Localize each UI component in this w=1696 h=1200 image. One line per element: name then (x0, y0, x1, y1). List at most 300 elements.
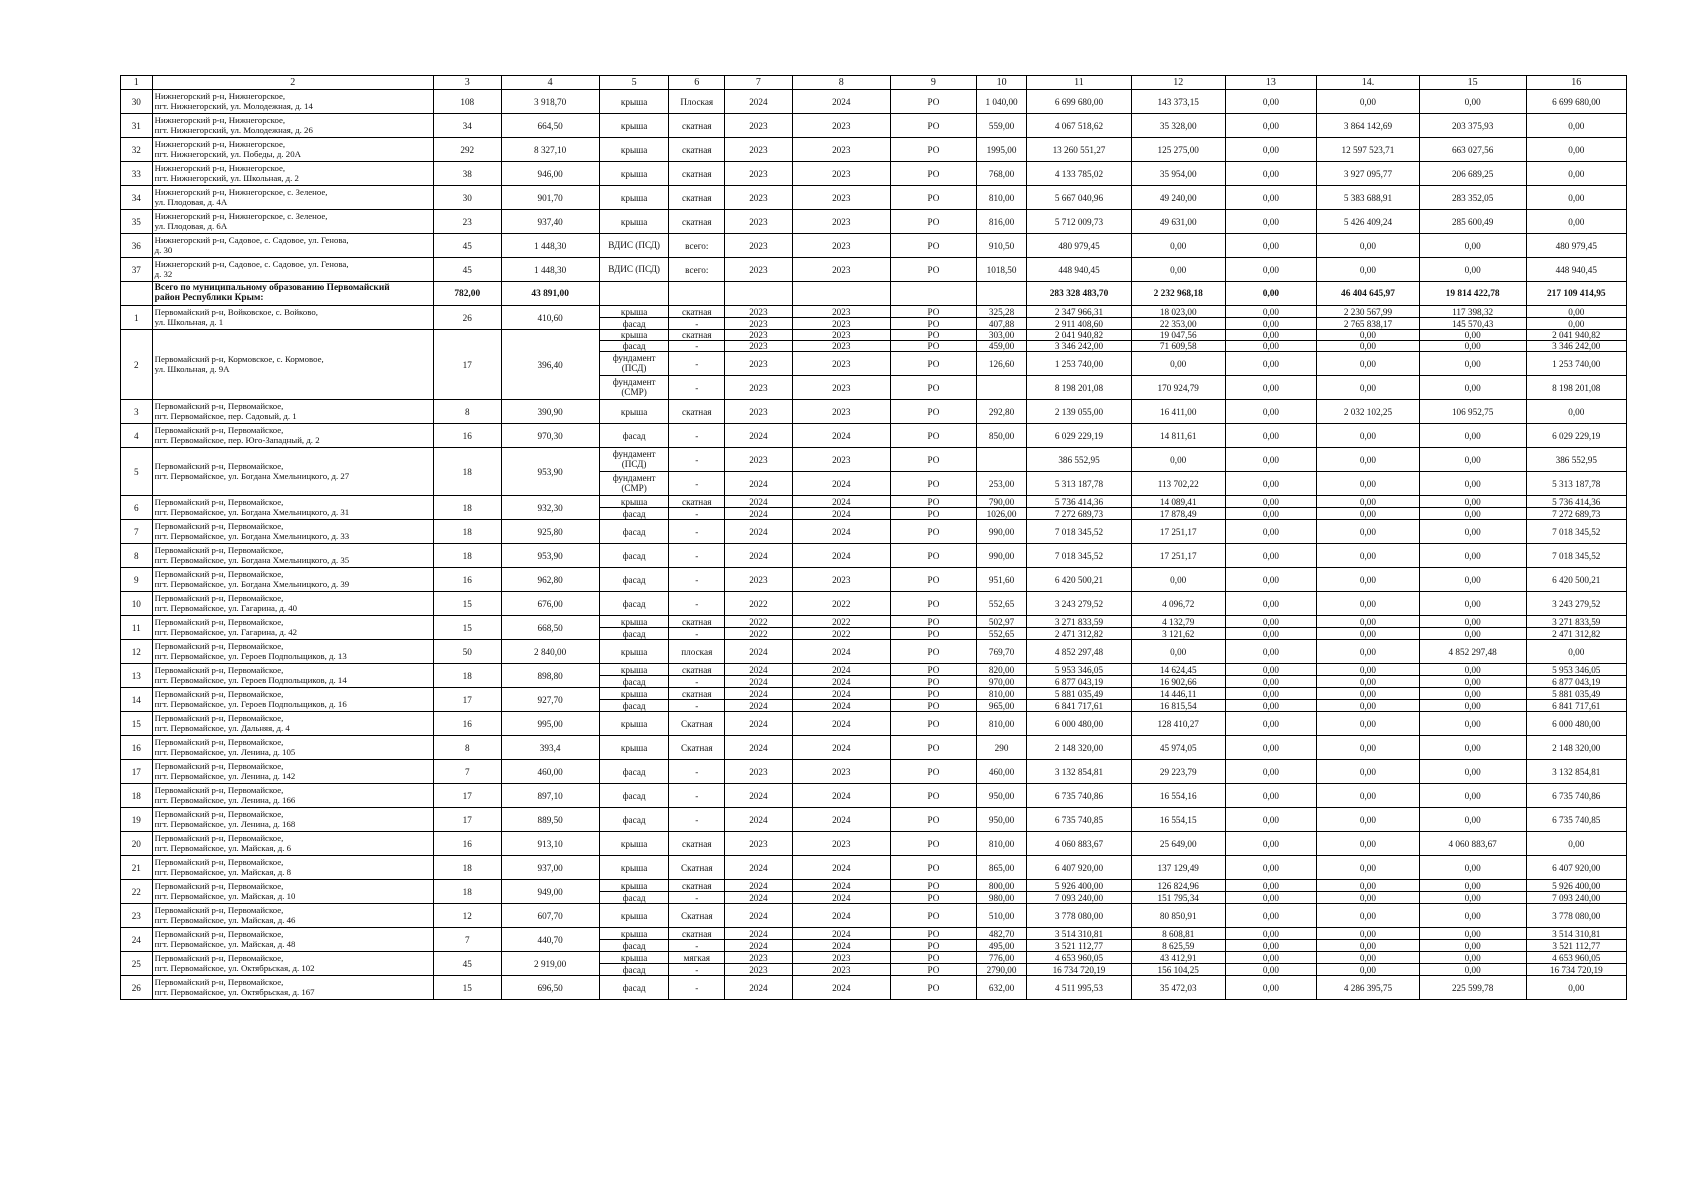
row-number: 11 (121, 616, 153, 640)
total-cost: 2 148 320,00 (1027, 736, 1132, 760)
fund-budget-federal: 0,00 (1225, 904, 1317, 928)
fund-owners: 1 253 740,00 (1526, 352, 1626, 376)
cost-per-unit: 0,00 (1131, 352, 1225, 376)
total-cost: 386 552,95 (1027, 448, 1132, 472)
method: РО (890, 520, 976, 544)
fund-budget-federal: 0,00 (1225, 832, 1317, 856)
total-cost: 4 060 883,67 (1027, 832, 1132, 856)
work-type: фасад (599, 892, 669, 904)
work-volume: 865,00 (976, 856, 1026, 880)
total-area: 889,50 (501, 808, 599, 832)
plan-year-end: 2023 (792, 186, 890, 210)
fund-budget-federal: 0,00 (1225, 784, 1317, 808)
plan-year-start: 2024 (725, 712, 793, 736)
total-area: 390,90 (501, 400, 599, 424)
fund-budget-local: 206 689,25 (1419, 162, 1526, 186)
method: РО (890, 640, 976, 664)
work-type: фасад (599, 568, 669, 592)
work-volume: 950,00 (976, 784, 1026, 808)
row-number: 19 (121, 808, 153, 832)
work-type: фасад (599, 592, 669, 616)
fund-budget-republic: 46 404 645,97 (1317, 282, 1420, 306)
work-type: ВДИС (ПСД) (599, 234, 669, 258)
plan-year-start: 2023 (725, 760, 793, 784)
roof-type: скатная (669, 496, 725, 508)
total-cost: 7 272 689,73 (1027, 508, 1132, 520)
row-number: 20 (121, 832, 153, 856)
fund-owners: 8 198 201,08 (1526, 376, 1626, 400)
address-line: пгт. Первомайское, ул. Ленина, д. 168 (154, 818, 296, 829)
roof-type: скатная (669, 330, 725, 341)
address-line: Нижнегорский р-н, Садовое, с. Садовое, ул. Генова, (154, 258, 349, 269)
fund-owners: 3 271 833,59 (1526, 616, 1626, 628)
plan-year-start (725, 282, 793, 306)
table-row (121, 544, 1627, 568)
address-line: Первомайский р-н, Первомайское, (154, 928, 284, 939)
residents-count: 15 (433, 616, 501, 640)
fund-budget-federal: 0,00 (1225, 736, 1317, 760)
fund-owners: 3 778 080,00 (1526, 904, 1626, 928)
work-type: фасад (599, 424, 669, 448)
residents-count: 26 (433, 306, 501, 330)
fund-budget-republic: 0,00 (1317, 508, 1420, 520)
total-cost: 7 018 345,52 (1027, 544, 1132, 568)
plan-year-end: 2024 (792, 736, 890, 760)
work-type: крыша (599, 162, 669, 186)
work-type: фасад (599, 976, 669, 1000)
work-type: крыша (599, 712, 669, 736)
address-line: пгт. Первомайское, ул. Майская, д. 8 (154, 866, 292, 877)
work-volume: 790,00 (976, 496, 1026, 508)
fund-budget-federal: 0,00 (1225, 210, 1317, 234)
row-number: 5 (121, 448, 153, 496)
total-cost: 5 667 040,96 (1027, 186, 1132, 210)
work-volume: 951,60 (976, 568, 1026, 592)
fund-budget-republic: 0,00 (1317, 736, 1420, 760)
fund-owners: 2 148 320,00 (1526, 736, 1626, 760)
roof-type: - (669, 352, 725, 376)
roof-type: Скатная (669, 736, 725, 760)
plan-year-end: 2024 (792, 90, 890, 114)
table-row (121, 784, 1627, 808)
total-cost: 6 735 740,86 (1027, 784, 1132, 808)
table-row (121, 664, 1627, 676)
plan-year-end: 2024 (792, 904, 890, 928)
work-volume: 800,00 (976, 880, 1026, 892)
work-volume: 810,00 (976, 186, 1026, 210)
table-row (121, 210, 1627, 234)
work-volume: 910,50 (976, 234, 1026, 258)
fund-budget-federal: 0,00 (1225, 976, 1317, 1000)
address-line: Первомайский р-н, Первомайское, (154, 520, 284, 531)
roof-type: - (669, 964, 725, 976)
fund-budget-local: 0,00 (1419, 90, 1526, 114)
fund-budget-federal: 0,00 (1225, 856, 1317, 880)
method: РО (890, 352, 976, 376)
table-row (121, 138, 1627, 162)
work-volume: 1995,00 (976, 138, 1026, 162)
total-area: 3 918,70 (501, 90, 599, 114)
method: РО (890, 628, 976, 640)
fund-budget-local: 283 352,05 (1419, 186, 1526, 210)
method: РО (890, 676, 976, 688)
work-volume: 816,00 (976, 210, 1026, 234)
address-line: пгт. Нижнегорский, ул. Молодежная, д. 26 (154, 124, 313, 135)
total-area: 393,4 (501, 736, 599, 760)
residents-count: 34 (433, 114, 501, 138)
total-cost: 2 139 055,00 (1027, 400, 1132, 424)
fund-budget-republic: 0,00 (1317, 964, 1420, 976)
work-volume: 820,00 (976, 664, 1026, 676)
plan-year-end: 2022 (792, 592, 890, 616)
total-cost: 480 979,45 (1027, 234, 1132, 258)
address-line: пгт. Первомайское, пер. Садовый, д. 1 (154, 410, 297, 421)
total-cost: 5 926 400,00 (1027, 880, 1132, 892)
total-cost: 8 198 201,08 (1027, 376, 1132, 400)
fund-owners: 3 243 279,52 (1526, 592, 1626, 616)
work-type: крыша (599, 952, 669, 964)
address-line: Нижнегорский р-н, Нижнегорское, (154, 114, 286, 125)
cost-per-unit: 19 047,56 (1131, 330, 1225, 341)
roof-type: скатная (669, 114, 725, 138)
table-row (121, 114, 1627, 138)
fund-owners: 4 653 960,05 (1526, 952, 1626, 964)
plan-year-start: 2023 (725, 258, 793, 282)
total-area: 995,00 (501, 712, 599, 736)
table-row (121, 880, 1627, 892)
cost-per-unit: 4 132,79 (1131, 616, 1225, 628)
total-cost: 1 253 740,00 (1027, 352, 1132, 376)
plan-year-start: 2023 (725, 186, 793, 210)
total-area: 898,80 (501, 664, 599, 688)
roof-type: - (669, 508, 725, 520)
fund-owners: 0,00 (1526, 138, 1626, 162)
fund-budget-local: 0,00 (1419, 544, 1526, 568)
work-volume: 552,65 (976, 592, 1026, 616)
fund-budget-local: 0,00 (1419, 508, 1526, 520)
total-cost: 3 514 310,81 (1027, 928, 1132, 940)
address-line: Первомайский р-н, Первомайское, (154, 424, 284, 435)
address-line: Первомайский р-н, Первомайское, (154, 904, 284, 915)
work-volume: 950,00 (976, 808, 1026, 832)
plan-year-start: 2022 (725, 616, 793, 628)
cost-per-unit: 71 609,58 (1131, 341, 1225, 352)
roof-type: скатная (669, 832, 725, 856)
fund-budget-republic: 0,00 (1317, 234, 1420, 258)
row-number: 37 (121, 258, 153, 282)
plan-year-start: 2023 (725, 114, 793, 138)
residents-count: 18 (433, 880, 501, 904)
address-line: ул. Школьная, д. 9А (154, 363, 230, 374)
address-cell (152, 114, 433, 138)
total-area: 953,90 (501, 544, 599, 568)
work-volume: 810,00 (976, 832, 1026, 856)
residents-count: 108 (433, 90, 501, 114)
fund-budget-local: 0,00 (1419, 760, 1526, 784)
plan-year-start: 2023 (725, 832, 793, 856)
work-volume: 495,00 (976, 940, 1026, 952)
fund-budget-local: 106 952,75 (1419, 400, 1526, 424)
fund-budget-federal: 0,00 (1225, 496, 1317, 508)
total-cost: 448 940,45 (1027, 258, 1132, 282)
address-cell (152, 904, 433, 928)
cost-per-unit: 45 974,05 (1131, 736, 1225, 760)
plan-year-end: 2023 (792, 832, 890, 856)
plan-year-end: 2024 (792, 856, 890, 880)
table-body (121, 76, 1627, 1000)
fund-owners: 5 953 346,05 (1526, 664, 1626, 676)
row-number: 10 (121, 592, 153, 616)
plan-year-end: 2022 (792, 628, 890, 640)
fund-owners: 0,00 (1526, 832, 1626, 856)
fund-budget-republic: 0,00 (1317, 376, 1420, 400)
total-cost: 2 911 408,60 (1027, 318, 1132, 330)
fund-budget-republic: 12 597 523,71 (1317, 138, 1420, 162)
total-area: 2 840,00 (501, 640, 599, 664)
fund-budget-republic: 0,00 (1317, 784, 1420, 808)
address-line: Нижнегорский р-н, Нижнегорское, с. Зеленое, (154, 210, 328, 221)
plan-year-end: 2024 (792, 940, 890, 952)
cost-per-unit: 16 902,66 (1131, 676, 1225, 688)
plan-year-start: 2023 (725, 306, 793, 318)
roof-type: мягкая (669, 952, 725, 964)
fund-budget-local: 0,00 (1419, 628, 1526, 640)
fund-budget-local: 0,00 (1419, 892, 1526, 904)
address-line: д. 30 (154, 244, 173, 255)
work-type: фундамент (ПСД) (599, 448, 669, 472)
work-type: крыша (599, 880, 669, 892)
roof-type: Скатная (669, 904, 725, 928)
plan-year-end: 2023 (792, 306, 890, 318)
plan-year-start: 2024 (725, 976, 793, 1000)
cost-per-unit: 8 625,59 (1131, 940, 1225, 952)
work-volume: 559,00 (976, 114, 1026, 138)
cost-per-unit: 17 251,17 (1131, 544, 1225, 568)
address-cell (152, 400, 433, 424)
fund-owners: 2 471 312,82 (1526, 628, 1626, 640)
residents-count: 292 (433, 138, 501, 162)
column-header-12: 12 (1131, 76, 1225, 90)
work-volume: 776,00 (976, 952, 1026, 964)
total-cost: 6 000 480,00 (1027, 712, 1132, 736)
address-line: пгт. Нижнегорский, ул. Победы, д. 20А (154, 148, 301, 159)
fund-budget-republic: 0,00 (1317, 520, 1420, 544)
table-row (121, 330, 1627, 341)
work-type: фасад (599, 341, 669, 352)
total-cost: 4 653 960,05 (1027, 952, 1132, 964)
table-row (121, 952, 1627, 964)
fund-budget-federal: 0,00 (1225, 162, 1317, 186)
plan-year-start: 2024 (725, 904, 793, 928)
cost-per-unit: 4 096,72 (1131, 592, 1225, 616)
residents-count: 45 (433, 258, 501, 282)
cost-per-unit: 0,00 (1131, 640, 1225, 664)
work-volume: 1026,00 (976, 508, 1026, 520)
total-cost: 6 029 229,19 (1027, 424, 1132, 448)
fund-budget-republic: 5 383 688,91 (1317, 186, 1420, 210)
residents-count: 16 (433, 832, 501, 856)
method: РО (890, 664, 976, 676)
total-area: 953,90 (501, 448, 599, 496)
residents-count: 16 (433, 424, 501, 448)
cost-per-unit: 22 353,00 (1131, 318, 1225, 330)
total-cost: 3 132 854,81 (1027, 760, 1132, 784)
address-cell (152, 880, 433, 904)
address-cell (152, 544, 433, 568)
work-type (599, 282, 669, 306)
fund-budget-republic: 0,00 (1317, 341, 1420, 352)
method (890, 282, 976, 306)
fund-budget-republic: 0,00 (1317, 676, 1420, 688)
fund-budget-federal: 0,00 (1225, 544, 1317, 568)
total-area: 43 891,00 (501, 282, 599, 306)
address-line: Первомайский р-н, Первомайское, (154, 544, 284, 555)
fund-budget-republic: 0,00 (1317, 330, 1420, 341)
work-type: крыша (599, 138, 669, 162)
table-row (121, 258, 1627, 282)
address-cell (152, 138, 433, 162)
total-cost: 6 699 680,00 (1027, 90, 1132, 114)
method: РО (890, 90, 976, 114)
work-type: крыша (599, 928, 669, 940)
roof-type: - (669, 940, 725, 952)
total-cost: 7 093 240,00 (1027, 892, 1132, 904)
plan-year-start: 2024 (725, 520, 793, 544)
cost-per-unit: 17 251,17 (1131, 520, 1225, 544)
fund-budget-federal: 0,00 (1225, 628, 1317, 640)
fund-budget-local: 0,00 (1419, 688, 1526, 700)
fund-budget-local: 0,00 (1419, 964, 1526, 976)
roof-type: - (669, 424, 725, 448)
fund-budget-republic: 0,00 (1317, 760, 1420, 784)
fund-budget-local: 0,00 (1419, 952, 1526, 964)
fund-budget-local: 0,00 (1419, 616, 1526, 628)
fund-budget-federal: 0,00 (1225, 186, 1317, 210)
cost-per-unit: 18 023,00 (1131, 306, 1225, 318)
address-line: пгт. Первомайское, ул. Дальняя, д. 4 (154, 722, 290, 733)
fund-budget-republic: 0,00 (1317, 616, 1420, 628)
fund-budget-federal: 0,00 (1225, 282, 1317, 306)
cost-per-unit: 16 554,15 (1131, 808, 1225, 832)
fund-budget-local: 225 599,78 (1419, 976, 1526, 1000)
cost-per-unit: 156 104,25 (1131, 964, 1225, 976)
fund-budget-federal: 0,00 (1225, 520, 1317, 544)
address-line: Первомайский р-н, Первомайское, (154, 640, 284, 651)
fund-budget-federal: 0,00 (1225, 568, 1317, 592)
fund-budget-federal: 0,00 (1225, 712, 1317, 736)
total-cost: 4 067 518,62 (1027, 114, 1132, 138)
cost-per-unit: 35 954,00 (1131, 162, 1225, 186)
column-header-10: 10 (976, 76, 1026, 90)
residents-count: 17 (433, 784, 501, 808)
total-cost: 5 953 346,05 (1027, 664, 1132, 676)
plan-year-end: 2023 (792, 760, 890, 784)
fund-budget-local: 0,00 (1419, 568, 1526, 592)
address-line: Первомайский р-н, Первомайское, (154, 880, 284, 891)
method: РО (890, 736, 976, 760)
total-area: 962,80 (501, 568, 599, 592)
fund-budget-republic: 0,00 (1317, 628, 1420, 640)
work-volume: 552,65 (976, 628, 1026, 640)
method: РО (890, 138, 976, 162)
table-row (121, 808, 1627, 832)
plan-year-start: 2024 (725, 472, 793, 496)
address-cell (152, 520, 433, 544)
cost-per-unit: 14 811,61 (1131, 424, 1225, 448)
total-cost: 283 328 483,70 (1027, 282, 1132, 306)
residents-count: 18 (433, 448, 501, 496)
total-cost: 4 852 297,48 (1027, 640, 1132, 664)
method: РО (890, 760, 976, 784)
fund-budget-local: 0,00 (1419, 736, 1526, 760)
method: РО (890, 616, 976, 628)
fund-budget-local: 0,00 (1419, 880, 1526, 892)
work-type: фасад (599, 808, 669, 832)
table-row (121, 856, 1627, 880)
fund-budget-federal: 0,00 (1225, 90, 1317, 114)
cost-per-unit: 0,00 (1131, 568, 1225, 592)
fund-budget-republic: 0,00 (1317, 568, 1420, 592)
address-line: пгт. Первомайское, ул. Богдана Хмельницкого, д. 35 (154, 554, 350, 565)
work-volume: 810,00 (976, 688, 1026, 700)
fund-budget-local: 4 060 883,67 (1419, 832, 1526, 856)
plan-year-end: 2023 (792, 352, 890, 376)
row-number: 14 (121, 688, 153, 712)
residents-count: 50 (433, 640, 501, 664)
cost-per-unit: 137 129,49 (1131, 856, 1225, 880)
plan-year-start: 2023 (725, 964, 793, 976)
total-area: 2 919,00 (501, 952, 599, 976)
fund-budget-federal: 0,00 (1225, 472, 1317, 496)
method: РО (890, 784, 976, 808)
address-line: ул. Плодовая, д. 6А (154, 220, 228, 231)
address-line: пгт. Первомайское, ул. Богдана Хмельницкого, д. 31 (154, 506, 350, 517)
plan-year-start: 2023 (725, 400, 793, 424)
plan-year-start: 2024 (725, 880, 793, 892)
work-type: крыша (599, 400, 669, 424)
address-cell (152, 592, 433, 616)
plan-year-start: 2023 (725, 234, 793, 258)
fund-budget-republic: 0,00 (1317, 424, 1420, 448)
column-header-4: 4 (501, 76, 599, 90)
method: РО (890, 928, 976, 940)
cost-per-unit: 49 631,00 (1131, 210, 1225, 234)
method: РО (890, 940, 976, 952)
row-number: 32 (121, 138, 153, 162)
work-type: крыша (599, 664, 669, 676)
residents-count: 15 (433, 592, 501, 616)
total-cost: 2 347 966,31 (1027, 306, 1132, 318)
fund-budget-federal: 0,00 (1225, 114, 1317, 138)
address-cell (152, 306, 433, 330)
address-cell (152, 186, 433, 210)
work-volume: 290 (976, 736, 1026, 760)
method: РО (890, 544, 976, 568)
fund-budget-republic: 3 864 142,69 (1317, 114, 1420, 138)
work-volume (976, 376, 1026, 400)
work-type: крыша (599, 114, 669, 138)
roof-type: - (669, 700, 725, 712)
address-cell (152, 832, 433, 856)
address-line: пгт. Первомайское, ул. Октябрьская, д. 167 (154, 986, 315, 997)
roof-type: скатная (669, 688, 725, 700)
plan-year-end (792, 282, 890, 306)
method: РО (890, 688, 976, 700)
address-line: Первомайский р-н, Войковское, с. Войково, (154, 306, 318, 317)
address-line: Всего по муниципальному образованию Первомайский (154, 282, 390, 293)
address-cell (152, 330, 433, 400)
fund-budget-local: 0,00 (1419, 592, 1526, 616)
